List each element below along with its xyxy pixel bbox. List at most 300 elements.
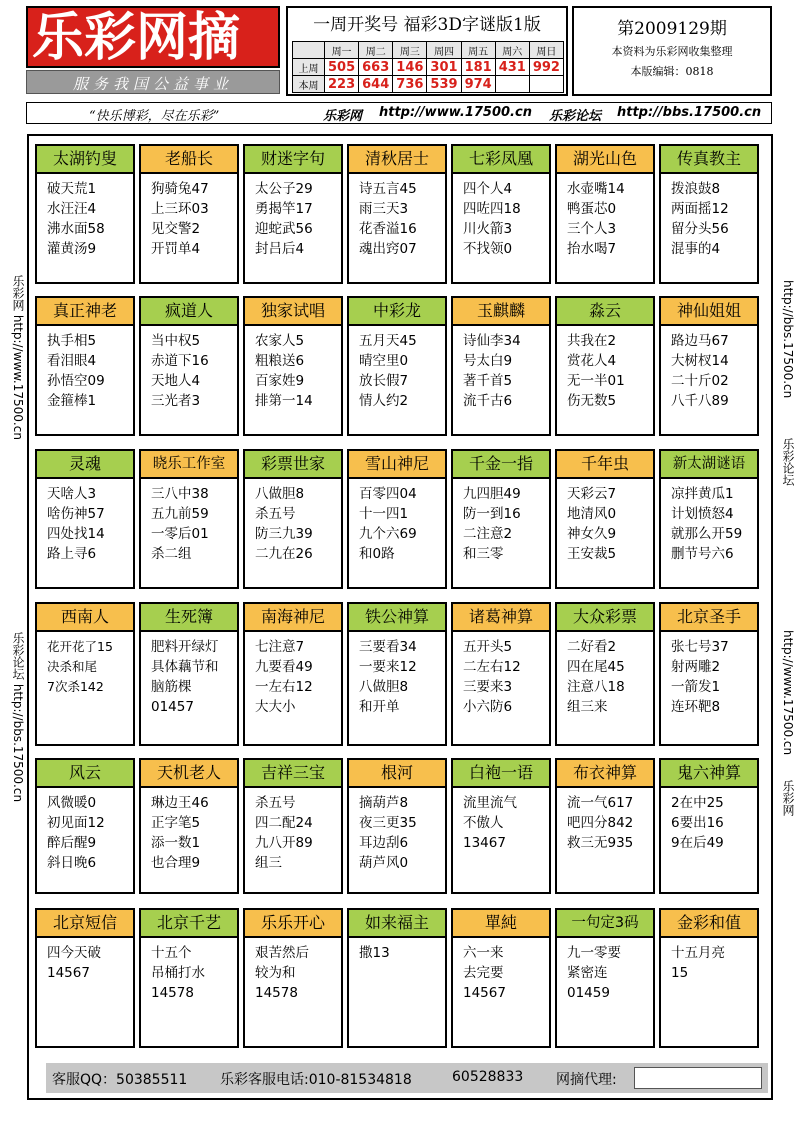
riddle-card (555, 449, 655, 589)
riddle-line: 十五个 (151, 945, 192, 961)
riddle-card (659, 144, 759, 284)
riddle-line: 防三九39 (255, 526, 313, 542)
riddle-line: 四处找14 (47, 526, 105, 542)
riddle-card-body (151, 331, 235, 411)
riddle-card-body (463, 331, 547, 411)
riddle-card-title: 南海神尼 (245, 604, 341, 632)
riddle-card-body (463, 179, 547, 259)
riddle-line: 赏花人4 (567, 353, 617, 369)
riddle-card-body (463, 943, 547, 1003)
day-header: 周四 (427, 42, 461, 59)
riddle-line: 也合理9 (151, 855, 201, 871)
riddle-card-title: 新太湖谜语 (661, 451, 757, 479)
riddle-line: 大大小 (255, 699, 296, 715)
draw-number: 301 (427, 59, 461, 76)
riddle-line: 流里流气 (463, 795, 517, 811)
riddle-card-body (255, 793, 339, 873)
riddle-card (555, 908, 655, 1048)
riddle-line: 吊桶打水 (151, 965, 205, 981)
riddle-line: 八做胆8 (255, 486, 305, 502)
riddle-line: 八做胆8 (359, 679, 409, 695)
riddle-card-body (151, 943, 235, 1003)
riddle-line: 吧四分842 (567, 815, 634, 831)
riddle-line: 四二配24 (255, 815, 313, 831)
riddle-card (139, 602, 239, 746)
riddle-line: 添一数1 (151, 835, 201, 851)
riddle-card-title: 疯道人 (141, 298, 237, 326)
riddle-line: 情人约2 (359, 393, 409, 409)
day-header: 周五 (461, 42, 495, 59)
issue-number: 第2009129期 (617, 19, 727, 39)
riddle-line: 王安裁5 (567, 546, 617, 562)
riddle-card-title: 神仙姐姐 (661, 298, 757, 326)
riddle-card-title: 雪山神尼 (349, 451, 445, 479)
riddle-card (451, 602, 551, 746)
riddle-card (555, 602, 655, 746)
riddle-line: 14578 (255, 985, 298, 1001)
riddle-card-title: 千金一指 (453, 451, 549, 479)
collect-note: 本资料为乐彩网收集整理 (611, 45, 733, 58)
riddle-line: 伤无数5 (567, 393, 617, 409)
riddle-line: 地清风0 (567, 506, 617, 522)
riddle-card (659, 602, 759, 746)
day-header: 周三 (393, 42, 427, 59)
riddle-line: 五九前59 (151, 506, 209, 522)
riddle-line: 摘葫芦8 (359, 795, 409, 811)
agent-label: 网摘代理: (556, 1072, 617, 1088)
draw-number: 505 (325, 59, 359, 76)
riddle-card-body (567, 484, 651, 564)
riddle-card-body (359, 793, 443, 873)
motto: “快乐博彩，尽在乐彩” (89, 109, 220, 124)
riddle-line: 删节号六6 (671, 546, 734, 562)
riddle-card-title: 單純 (453, 910, 549, 938)
riddle-line: 二十斤02 (671, 373, 729, 389)
riddle-line: 共我在2 (567, 333, 617, 349)
riddle-card (139, 449, 239, 589)
riddle-line: 不傲人 (463, 815, 504, 831)
riddle-line: 初见面12 (47, 815, 105, 831)
riddle-card (347, 296, 447, 436)
riddle-card-title: 吉祥三宝 (245, 760, 341, 788)
riddle-card (555, 144, 655, 284)
site1-link[interactable]: http://www.17500.cn (379, 105, 532, 120)
draw-number (495, 76, 529, 93)
riddle-card-body (47, 793, 131, 873)
riddle-card (243, 758, 343, 894)
riddle-line: 水壶嘴14 (567, 181, 625, 197)
riddle-line: 小六防6 (463, 699, 513, 715)
this-week-row (293, 76, 564, 93)
side-text-right-4: 乐彩网 (781, 780, 795, 816)
riddle-card-title: 诸葛神算 (453, 604, 549, 632)
riddle-line: 金箍棒1 (47, 393, 97, 409)
riddle-line: 一要来12 (359, 659, 417, 675)
riddle-line: 01459 (567, 985, 610, 1001)
riddle-line: 混事的4 (671, 241, 721, 257)
panel-title: 一周开奖号 福彩3D字谜版1版 (313, 15, 541, 35)
riddle-card (35, 144, 135, 284)
side-text-right-3: http://www.17500.cn (781, 630, 795, 756)
riddle-line: 艰苦然后 (255, 945, 309, 961)
site2-link[interactable]: http://bbs.17500.cn (617, 105, 762, 120)
riddle-line: 葫芦风0 (359, 855, 409, 871)
riddle-card-body (671, 793, 755, 853)
riddle-card-body (359, 179, 443, 259)
riddle-card-title: 北京短信 (37, 910, 133, 938)
site1-label: 乐彩网 (323, 109, 363, 124)
riddle-card-title: 金彩和值 (661, 910, 757, 938)
riddle-line: 琳边王46 (151, 795, 209, 811)
riddle-line: 七注意7 (255, 639, 305, 655)
riddle-card-body (567, 331, 651, 411)
riddle-line: 杀五号 (255, 795, 296, 811)
riddle-line: 赤道下16 (151, 353, 209, 369)
riddle-card (555, 296, 655, 436)
riddle-line: 三要来3 (463, 679, 513, 695)
riddle-line: 花开花了15 (47, 639, 113, 654)
riddle-line: 看泪眼4 (47, 353, 97, 369)
riddle-card-title: 生死簿 (141, 604, 237, 632)
riddle-line: 两面摇12 (671, 201, 729, 217)
riddle-card-body (671, 179, 755, 259)
riddle-line: 九个六69 (359, 526, 417, 542)
riddle-card-body (47, 637, 131, 697)
riddle-card-body (567, 943, 651, 1003)
riddle-card-title: 灵魂 (37, 451, 133, 479)
draw-number: 663 (359, 59, 393, 76)
riddle-card-body (151, 793, 235, 873)
riddle-line: 花香溢16 (359, 221, 417, 237)
riddle-line: 路上寻6 (47, 546, 97, 562)
riddle-line: 6要出16 (671, 815, 724, 831)
riddle-line: 三个人3 (567, 221, 617, 237)
riddle-card-title: 白袍一语 (453, 760, 549, 788)
riddle-card-title: 玉麒麟 (453, 298, 549, 326)
riddle-line: 当中权5 (151, 333, 201, 349)
logo-text: 乐彩网摘 (32, 8, 241, 68)
riddle-card (35, 449, 135, 589)
riddle-card-body (671, 637, 755, 717)
draw-number (529, 76, 563, 93)
riddle-card (35, 296, 135, 436)
riddle-card-title: 真正神老 (37, 298, 133, 326)
riddle-line: 九一零要 (567, 945, 621, 961)
riddle-line: 百零四04 (359, 486, 417, 502)
riddle-card (451, 296, 551, 436)
riddle-line: 著千首5 (463, 373, 513, 389)
riddle-line: 不找领0 (463, 241, 513, 257)
riddle-line: 斜日晚6 (47, 855, 97, 871)
riddle-card-body (359, 484, 443, 564)
riddle-line: 去完要 (463, 965, 504, 981)
riddle-card-title: 大众彩票 (557, 604, 653, 632)
service-phone: 乐彩客服电话:010-81534818 (220, 1072, 412, 1088)
riddle-card (451, 908, 551, 1048)
riddle-line: 百家姓9 (255, 373, 305, 389)
riddle-card-title: 传真教主 (661, 146, 757, 174)
riddle-card (35, 908, 135, 1048)
riddle-card-title: 千年虫 (557, 451, 653, 479)
riddle-card (139, 908, 239, 1048)
riddle-card (243, 449, 343, 589)
riddle-line: 孙悟空09 (47, 373, 105, 389)
riddle-line: 粗粮送6 (255, 353, 305, 369)
riddle-line: 狗骑兔47 (151, 181, 209, 197)
riddle-line: 15 (671, 965, 689, 981)
riddle-line: 9在后49 (671, 835, 724, 851)
day-header: 周二 (359, 42, 393, 59)
riddle-card (35, 758, 135, 894)
riddle-line: 注意八18 (567, 679, 625, 695)
riddle-line: 九八开89 (255, 835, 313, 851)
riddle-line: 神女久9 (567, 526, 617, 542)
row-label: 本周 (293, 76, 325, 93)
riddle-card-body (47, 179, 131, 259)
riddle-line: 14578 (151, 985, 194, 1001)
riddle-line: 正字笔5 (151, 815, 201, 831)
riddle-line: 一箭发1 (671, 679, 721, 695)
riddle-line: 十五月亮 (671, 945, 725, 961)
riddle-line: 二好看2 (567, 639, 617, 655)
riddle-card (347, 449, 447, 589)
service-phone-2: 60528833 (452, 1069, 524, 1085)
riddle-line: 开罚单4 (151, 241, 201, 257)
riddle-line: 二左右12 (463, 659, 521, 675)
riddle-card-body (255, 331, 339, 411)
riddle-line: 肥料开绿灯 (151, 639, 219, 655)
logo (26, 6, 280, 68)
riddle-card-body (567, 637, 651, 717)
riddle-line: 抬水喝7 (567, 241, 617, 257)
riddle-line: 勇揭竿17 (255, 201, 313, 217)
riddle-line: 风微暖0 (47, 795, 97, 811)
riddle-line: 放长假7 (359, 373, 409, 389)
issue-panel (572, 6, 772, 96)
riddle-line: 射两雕2 (671, 659, 721, 675)
riddle-line: 计划愤怒4 (671, 506, 734, 522)
draw-number: 644 (359, 76, 393, 93)
riddle-line: 雨三天3 (359, 201, 409, 217)
riddle-card-body (47, 484, 131, 564)
riddle-line: 杀二组 (151, 546, 192, 562)
riddle-line: 九四胆49 (463, 486, 521, 502)
draw-number: 223 (325, 76, 359, 93)
riddle-line: 2在中25 (671, 795, 724, 811)
riddle-card-title: 风云 (37, 760, 133, 788)
weekly-draw-table (292, 41, 564, 93)
riddle-line: 救三无935 (567, 835, 634, 851)
draw-number: 146 (393, 59, 427, 76)
riddle-line: 上三环03 (151, 201, 209, 217)
riddle-card-body (255, 943, 339, 1003)
riddle-card-body (255, 179, 339, 259)
riddle-line: 决杀和尾 (47, 659, 98, 674)
riddle-card (659, 908, 759, 1048)
riddle-line: 路边马67 (671, 333, 729, 349)
riddle-card-body (671, 484, 755, 564)
riddle-line: 紧密连 (567, 965, 608, 981)
row-label: 上周 (293, 59, 325, 76)
riddle-line: 01457 (151, 699, 194, 715)
riddle-line: 晴空里0 (359, 353, 409, 369)
riddle-line: 八千八89 (671, 393, 729, 409)
riddle-line: 执手相5 (47, 333, 97, 349)
riddle-line: 十一四1 (359, 506, 409, 522)
riddle-line: 三光者3 (151, 393, 201, 409)
riddle-line: 7次杀142 (47, 679, 104, 694)
service-qq: 客服QQ：50385511 (52, 1072, 188, 1088)
riddle-card-title: 西南人 (37, 604, 133, 632)
draw-number: 431 (495, 59, 529, 76)
riddle-card-title: 淼云 (557, 298, 653, 326)
riddle-line: 天彩云7 (567, 486, 617, 502)
riddle-card (243, 144, 343, 284)
riddle-line: 流一气617 (567, 795, 634, 811)
riddle-card-body (255, 637, 339, 717)
riddle-line: 杀五号 (255, 506, 296, 522)
riddle-card-body (255, 484, 339, 564)
riddle-line: 灌黄汤9 (47, 241, 97, 257)
riddle-line: 较为和 (255, 965, 296, 981)
riddle-card-body (567, 793, 651, 853)
riddle-line: 14567 (463, 985, 506, 1001)
riddle-line: 诗仙李34 (463, 333, 521, 349)
riddle-line: 破天荒1 (47, 181, 97, 197)
draw-number: 181 (461, 59, 495, 76)
riddle-card (659, 296, 759, 436)
riddle-card-title: 太湖钓叟 (37, 146, 133, 174)
riddle-line: 大树杈14 (671, 353, 729, 369)
day-header: 周日 (529, 42, 563, 59)
riddle-card-title: 一句定3码 (557, 910, 653, 938)
riddle-card (35, 602, 135, 746)
last-week-row (293, 59, 564, 76)
riddle-line: 防一到16 (463, 506, 521, 522)
weekly-draw-panel (286, 6, 568, 96)
riddle-line: 诗五言45 (359, 181, 417, 197)
table-header-row (293, 42, 564, 59)
riddle-line: 组三来 (567, 699, 608, 715)
riddle-card-body (47, 331, 131, 411)
riddle-line: 封吕后4 (255, 241, 305, 257)
riddle-card-body (47, 943, 131, 983)
riddle-line: 拨浪鼓8 (671, 181, 721, 197)
riddle-card-title: 晓乐工作室 (141, 451, 237, 479)
riddle-line: 四在尾45 (567, 659, 625, 675)
riddle-line: 六一来 (463, 945, 504, 961)
side-text-left-bottom: 乐彩论坛 http://bbs.17500.cn (11, 632, 25, 803)
riddle-card (451, 449, 551, 589)
riddle-line: 流千古6 (463, 393, 513, 409)
day-header: 周六 (495, 42, 529, 59)
riddle-card (347, 144, 447, 284)
draw-number: 992 (529, 59, 563, 76)
riddle-line: 和三零 (463, 546, 504, 562)
riddle-card-body (671, 943, 755, 983)
riddle-card-title: 老船长 (141, 146, 237, 174)
riddle-line: 号太白9 (463, 353, 513, 369)
riddle-card-title: 布衣神算 (557, 760, 653, 788)
day-header: 周一 (325, 42, 359, 59)
riddle-line: 四今天破 (47, 945, 101, 961)
footer-bar (46, 1063, 768, 1093)
riddle-card (659, 449, 759, 589)
riddle-card (347, 908, 447, 1048)
riddle-line: 农家人5 (255, 333, 305, 349)
draw-number: 974 (461, 76, 495, 93)
riddle-line: 连环靶8 (671, 699, 721, 715)
riddle-card-body (359, 331, 443, 411)
riddle-card-body (671, 331, 755, 411)
riddle-line: 二注意2 (463, 526, 513, 542)
site2-label: 乐彩论坛 (549, 109, 602, 124)
riddle-card-title: 乐乐开心 (245, 910, 341, 938)
riddle-line: 二九在26 (255, 546, 313, 562)
riddle-line: 和开单 (359, 699, 400, 715)
riddle-card-body (567, 179, 651, 259)
riddle-line: 脑筋棵 (151, 679, 192, 695)
riddle-line: 九要看49 (255, 659, 313, 675)
riddle-card (347, 758, 447, 894)
riddle-line: 组三 (255, 855, 282, 871)
riddle-card-body (463, 637, 547, 717)
riddle-card-body (151, 637, 235, 717)
side-text-right-1: http://bbs.17500.cn (781, 280, 795, 399)
riddle-card-body (463, 484, 547, 564)
riddle-line: 夜三更35 (359, 815, 417, 831)
riddle-card (555, 758, 655, 894)
riddle-card-title: 独家试唱 (245, 298, 341, 326)
riddle-card-title: 北京圣手 (661, 604, 757, 632)
riddle-line: 天啥人3 (47, 486, 97, 502)
editor-note: 本版编辑：0818 (630, 65, 714, 78)
riddle-line: 具体藕节和 (151, 659, 219, 675)
riddle-card-title: 铁公神算 (349, 604, 445, 632)
riddle-card-body (151, 484, 235, 564)
riddle-card-title: 湖光山色 (557, 146, 653, 174)
riddle-card-title: 财迷字句 (245, 146, 341, 174)
riddle-line: 和0路 (359, 546, 395, 562)
riddle-line: 见交警2 (151, 221, 201, 237)
riddle-card (451, 758, 551, 894)
riddle-line: 耳边刮6 (359, 835, 409, 851)
draw-number: 539 (427, 76, 461, 93)
riddle-card-title: 彩票世家 (245, 451, 341, 479)
agent-field (634, 1067, 762, 1089)
riddle-line: 一零后01 (151, 526, 209, 542)
riddle-card (139, 758, 239, 894)
riddle-line: 五月天45 (359, 333, 417, 349)
side-text-left-top: 乐彩网 http://www.17500.cn (11, 275, 25, 440)
riddle-line: 五开头5 (463, 639, 513, 655)
riddle-card-body (151, 179, 235, 259)
riddle-card (243, 602, 343, 746)
riddle-line: 一左右12 (255, 679, 313, 695)
url-bar (26, 102, 772, 124)
slogan: 服务我国公益事业 (72, 75, 233, 93)
riddle-line: 鸭蛋芯0 (567, 201, 617, 217)
slogan-bar (26, 70, 280, 94)
riddle-line: 凉拌黄瓜1 (671, 486, 734, 502)
riddle-card (451, 144, 551, 284)
riddle-card (243, 296, 343, 436)
riddle-card-body (359, 637, 443, 717)
riddle-line: 沸水面58 (47, 221, 105, 237)
riddle-line: 川火箭3 (463, 221, 513, 237)
riddle-line: 水汪汪4 (47, 201, 97, 217)
riddle-line: 撒13 (359, 945, 390, 961)
